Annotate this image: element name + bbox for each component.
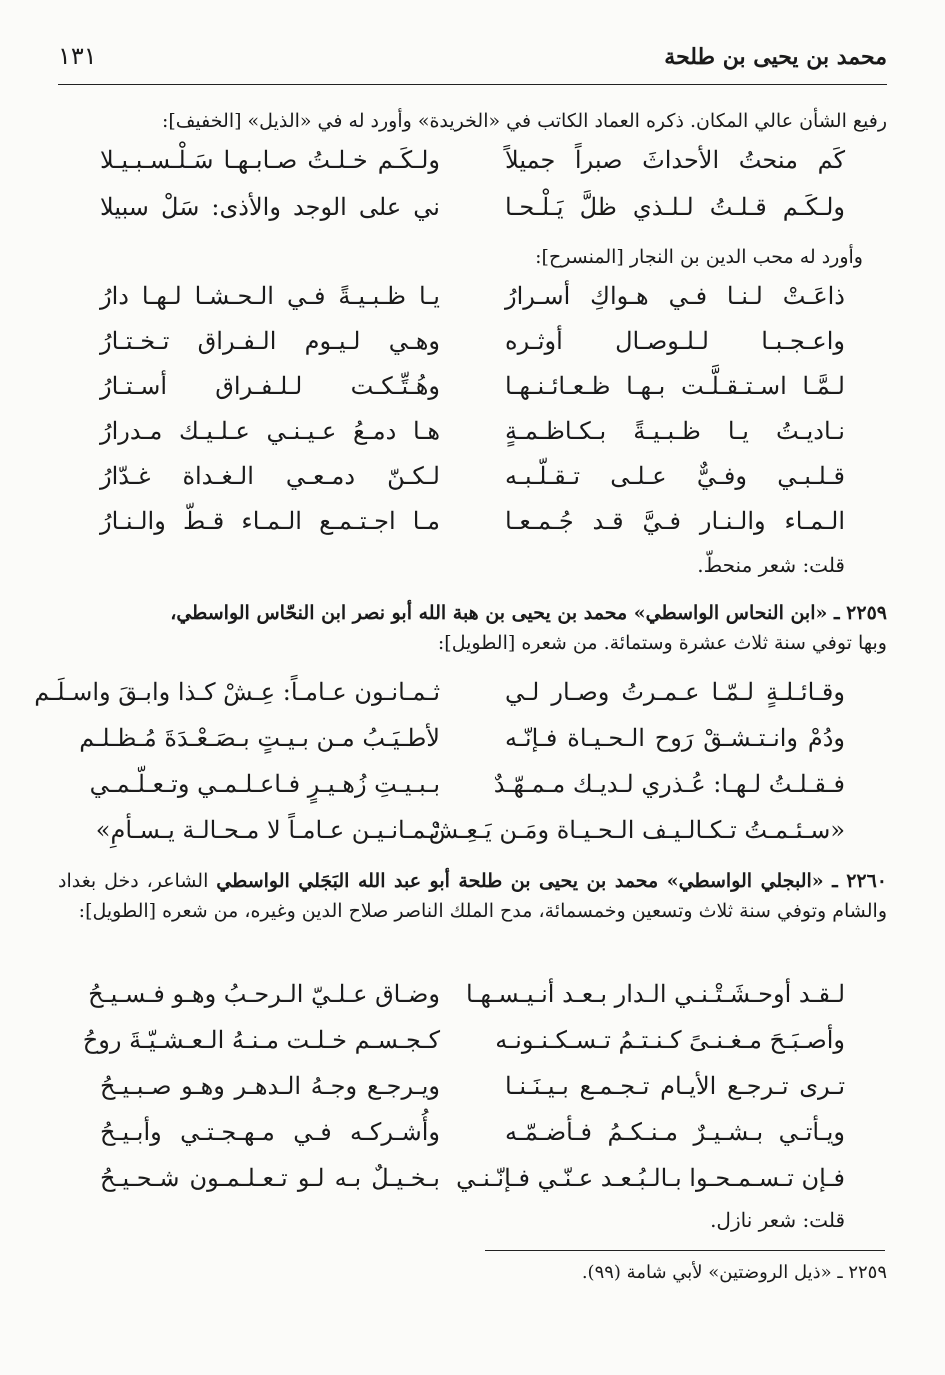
verse-second-hemistich: وضـاق عـلـيّ الـرحـبُ وهـو فـسـيـحُ (88, 980, 440, 1008)
verse-first-hemistich: كَم منحتُ الأحداثَ صبراً جميلاً (505, 146, 845, 174)
verse-first-hemistich: لـقـد أوحـشَـتْـنـي الـدار بـعـد أنـيـسـهـا (465, 980, 845, 1008)
entry-2260-text: الشاعر، دخل بغداد والشام وتوفي سنة ثلاث وتسعين وخمسمائة، مدح الملك الناصر صلاح الدين وغيره، من شعره [الطويل]: (58, 870, 887, 922)
verse-first-hemistich: لـمَّـا اسـتـقـلَّـت بـهـا ظـعـائـنـهـا (505, 372, 845, 400)
verse-line (100, 1118, 845, 1162)
verse-second-hemistich: بـخـيـلٌ بـه لـو تـعـلـمـون شـحـيـحُ (100, 1164, 440, 1192)
verse-second-hemistich: وهُـتِّـكـت لـلـفـراق أسـتـارُ (100, 372, 440, 400)
editor-remark: قلت: شعر منحطّ. (697, 553, 845, 577)
poem2-intro: وأورد له محب الدين بن النجار [المنسرح]: (535, 246, 863, 268)
verse-first-hemistich: الـمـاء والـنـار فـيَّ قـد جُـمـعـا (505, 507, 845, 535)
intro-paragraph: رفيع الشأن عالي المكان. ذكره العماد الكاتب في «الخريدة» وأورد له في «الذيل» [الخفيف]: (161, 110, 887, 132)
verse-second-hemistich: ني على الوجد والأذى: سَلْ سبيلا (100, 193, 440, 221)
verse-first-hemistich: ودُمْ وانـتـشـقْ رَوح الـحـيـاة فـإنّـه (505, 724, 845, 752)
verse-second-hemistich: بـبـيـتِ زُهـيـرٍ فـاعـلـمـي وتـعـلّـمـي (89, 770, 440, 798)
footnote-rule (485, 1250, 885, 1251)
verse-second-hemistich: ثـمـانـيـن عـامـاً لا مـحـالـة يـسـأمِ» (95, 816, 440, 844)
verse-line (100, 462, 845, 506)
verse-second-hemistich: وأُشـركـه فـي مـهـجـتـي وأبـيـحُ (100, 1118, 440, 1146)
verse-line (100, 193, 845, 237)
header-rule (58, 84, 887, 85)
verse-second-hemistich: ويـرجـع وجـهُ الـدهـر وهـو صـبـيـحُ (100, 1072, 440, 1100)
verse-first-hemistich: وأصـبَـحَ مـغـنـىً كـنـتـمُ تـسـكـنـونـه (495, 1026, 845, 1054)
verse-line (82, 1026, 845, 1070)
verse-second-hemistich: وهـي لـيـوم الـفـراق تـخـتـارُ (100, 327, 440, 355)
verse-second-hemistich: لـكـنّ دمـعـي الـغـداة غـدّارُ (100, 462, 440, 490)
verse-first-hemistich: واعـجـبـا لـلـوصـال أوثـره (505, 327, 845, 355)
verse-first-hemistich: نـاديـتُ يـا ظـبـيـةً بـكـاظـمـةٍ (505, 417, 845, 445)
verse-second-hemistich: مـا اجـتـمـع الـمـاء قـطّ والـنـارُ (100, 507, 440, 535)
verse-first-hemistich: قـلـبـي وفـيٌّ عـلـى تـقـلّـبـه (505, 462, 845, 490)
verse-line (100, 327, 845, 371)
verse-line (95, 816, 845, 860)
verse-first-hemistich: تـرى تـرجـع الأيـام تـجـمـع بـيـنَـنـا (505, 1072, 845, 1100)
verse-line (100, 146, 845, 190)
verse-second-hemistich: كـجـسـم خـلـت مـنـهُ الـعـشـيّـةَ روحُ (82, 1026, 440, 1054)
editor-remark: قلت: شعر نازل. (710, 1208, 845, 1232)
verse-line (79, 724, 845, 768)
entry-2260 (58, 866, 887, 926)
verse-first-hemistich: فـقـلـتُ لـهـا: عُـذري لـديـك مـمـهّـدٌ (493, 770, 845, 798)
verse-line (88, 980, 845, 1024)
running-title: محمد بن يحيى بن طلحة (664, 44, 887, 70)
footnote: ٢٢٥٩ ـ «ذيل الروضتين» لأبي شامة (٩٩). (581, 1262, 887, 1283)
verse-line (34, 678, 845, 722)
verse-first-hemistich: ولـكَـم قـلـتُ لـلـذي ظلَّ يَـلْـحـا (505, 193, 845, 221)
verse-second-hemistich: ولـكَـم خـلـتُ صـابـهـا سَـلْـسـبـيـلا (100, 146, 440, 174)
entry-2259 (58, 598, 887, 658)
verse-first-hemistich: ويـأتـي بـشـيـرٌ مـنـكـمُ فـأضـمّـه (505, 1118, 845, 1146)
verse-second-hemistich: لأطـيَـبُ مـن بـيـتٍ بـصَـعْـدَةَ مُـظـلـم (79, 724, 440, 752)
verse-line (100, 417, 845, 461)
verse-first-hemistich: فـإن تـسـمـحـوا بـالـبُـعـد عـنّـي فـإنّـنـي (456, 1164, 845, 1192)
entry-2259-heading: ٢٢٥٩ ـ «ابن النحاس الواسطي» محمد بن يحيى بن هبة الله أبو نصر ابن النحّاس الواسطي، (170, 602, 887, 624)
verse-line (100, 507, 845, 551)
entry-2260-heading: ٢٢٦٠ ـ «البجلي الواسطي» محمد بن يحيى بن طلحة أبو عبد الله البَجَلي الواسطي (216, 870, 888, 892)
verse-line (100, 282, 845, 326)
page-number: ١٣١ (58, 42, 97, 70)
verse-line (100, 1072, 845, 1116)
verse-line (89, 770, 845, 814)
verse-line (100, 372, 845, 416)
verse-first-hemistich: وقـائـلـةٍ لـمّـا عـمـرتُ وصـار لـي (505, 678, 845, 706)
verse-first-hemistich: ذاعَـتْ لـنـا فـي هـواكِ أسـرارُ (505, 282, 845, 310)
entry-2259-text: وبها توفي سنة ثلاث عشرة وستمائة. من شعره [الطويل]: (437, 632, 887, 654)
verse-second-hemistich: هـا دمـعُ عـيـنـي عـلـيـك مـدرارُ (100, 417, 440, 445)
page-header (58, 38, 887, 84)
verse-second-hemistich: يـا ظـبـيـةً فـي الـحـشـا لـهـا دارُ (100, 282, 440, 310)
verse-first-hemistich: «سـئـمـتُ تـكـالـيـف الـحـيـاة ومَـن يَـعِـشْ (428, 816, 845, 844)
verse-line (100, 1164, 845, 1208)
verse-second-hemistich: ثـمـانـون عـامـاً: عِـشْ كـذا وابـقَ واسـلَـم (34, 678, 440, 706)
